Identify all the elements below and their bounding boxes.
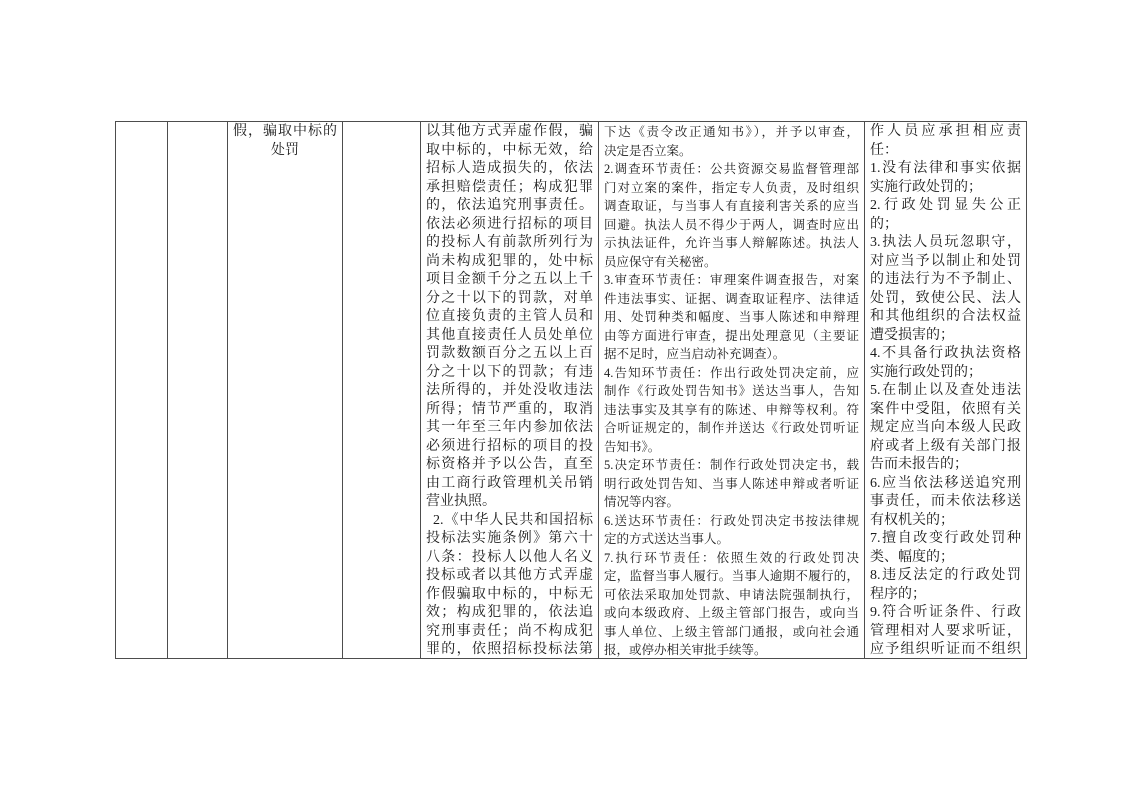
text-line: 任： — [870, 142, 898, 158]
text-line: 究刑事责任；尚不构成犯 — [426, 623, 593, 639]
text-line: 分之十以下的罚款，对单 — [426, 290, 593, 306]
text-line: 标资格并予以公告，直至 — [426, 457, 593, 472]
text-line: 作人员应承担相应责 — [870, 124, 1021, 139]
text-line: 遭受损害的； — [870, 327, 954, 343]
text-line: 制作《行政处罚告知书》送达当事人，告知 — [604, 384, 859, 398]
text-line: 定的方式送达当事人。 — [604, 532, 730, 546]
text-line: 事责任，而未依法移送 — [870, 494, 1021, 509]
text-line: 2.调查环节责任：公共资源交易监督管理部 — [604, 162, 859, 176]
text-line: 法所得的，并处没收违法 — [426, 383, 593, 398]
text-line: 1.没有法律和事实依据 — [870, 161, 1021, 176]
text-line: 类、幅度的； — [870, 549, 954, 565]
text-line: 6.应当依法移送追究刑 — [870, 475, 1021, 491]
text-line: 尚未构成犯罪的，处中标 — [426, 253, 593, 269]
text-line: 2.《中华人民共和国招标 — [426, 512, 593, 528]
text-line: 取中标的，中标无效，给 — [426, 142, 593, 158]
text-line: 违法事实及其享有的陈述、申辩等权利。符 — [604, 402, 859, 417]
text-line: 位直接负责的主管人员和 — [426, 309, 593, 324]
penalty-item-name-cell — [228, 122, 343, 658]
text-line: 4.不具备行政执法资格 — [870, 346, 1021, 361]
text-line: 9.符合听证条件、行政 — [870, 605, 1021, 620]
text-line: 分之十以下的罚款；有违 — [426, 364, 593, 380]
text-line: 或向本级政府、上级主管部门报告，或向当 — [604, 606, 859, 620]
text-line: 必须进行招标的项目的投 — [426, 438, 593, 454]
text-line: 实施行政处罚的； — [870, 364, 982, 380]
text-line: 合听证规定的，制作并送达《行政处罚听证 — [604, 421, 859, 435]
text-line: 用、处罚种类和幅度、当事人陈述和申辩理 — [604, 310, 859, 324]
text-line: 的； — [870, 216, 898, 232]
text-line: 效；构成犯罪的，依法追 — [426, 605, 593, 620]
text-line: 6.送达环节责任：行政处罚决定书按法律规 — [604, 513, 859, 528]
text-line: 3.执法人员玩忽职守， — [870, 235, 1021, 250]
text-line: 依法必须进行招标的项目 — [426, 216, 593, 232]
text-line: 作假骗取中标的，中标无 — [426, 586, 593, 602]
text-line: 7.擅自改变行政处罚种 — [870, 531, 1021, 546]
text-line: 5.决定环节责任：制作行政处罚决定书，载 — [604, 458, 859, 472]
text-line: 定，监督当事人履行。当事人逾期不履行的， — [604, 569, 859, 583]
text-line: 规定应当向本级人民政 — [870, 420, 1021, 435]
table-cell-empty-3 — [343, 122, 421, 658]
text-line: 示执法证件，允许当事人辩解陈述。执法人 — [604, 236, 859, 250]
text-line: 实施行政处罚的； — [870, 179, 982, 195]
text-line: 罪的，依照招标投标法第 — [426, 642, 593, 657]
text-line: 由等方面进行审查，提出处理意见（主要证 — [604, 328, 859, 343]
text-line: 明行政处罚告知、当事人陈述申辩或者听证 — [604, 476, 859, 491]
accountability-cell — [865, 122, 1026, 658]
text-line: 可依法采取加处罚款、申请法院强制执行， — [604, 587, 859, 602]
text-line: 处罚 — [271, 142, 299, 158]
text-line: 3.审查环节责任：审理案件调查报告，对案 — [604, 273, 859, 287]
text-line: 的，依法追究刑事责任。 — [426, 198, 593, 213]
text-line: 所得；情节严重的，取消 — [426, 401, 593, 417]
text-line: 以其他方式弄虚作假，骗 — [426, 124, 593, 139]
text-line: 8.违反法定的行政处罚 — [870, 568, 1021, 583]
text-line: 投标或者以其他方式弄虚 — [426, 568, 593, 583]
text-line: 营业执照。 — [426, 494, 496, 509]
table-cell-empty-1 — [116, 122, 168, 658]
text-line: 决定是否立案。 — [604, 143, 692, 158]
text-line: 的投标人有前款所列行为 — [426, 235, 593, 250]
text-line: 由工商行政管理机关吊销 — [426, 475, 593, 491]
text-line: 有权机关的； — [870, 512, 954, 528]
text-line: 4.告知环节责任：作出行政处罚决定前，应 — [604, 365, 859, 380]
text-line: 告知书》。 — [604, 439, 661, 454]
text-line: 程序的； — [870, 586, 926, 602]
text-line: 据不足时，应当启动补充调查）。 — [604, 347, 786, 361]
text-line: 其一年至三年内参加依法 — [426, 420, 593, 435]
text-line: 5.在制止以及查处违法 — [870, 383, 1021, 398]
text-line: 应予组织听证而不组织 — [870, 642, 1021, 657]
text-line: 报，或停办相关审批手续等。 — [604, 643, 767, 657]
text-line: 员应保守有关秘密。 — [604, 254, 717, 269]
text-line: 的违法行为不予制止、 — [870, 272, 1021, 287]
text-line: 告而未报告的； — [870, 457, 968, 472]
text-line: 承担赔偿责任；构成犯罪 — [426, 179, 593, 195]
text-line: 对应当予以制止和处罚 — [870, 253, 1021, 269]
text-line: 下达《责令改正通知书》），并予以审查， — [604, 125, 859, 139]
text-line: 假，骗取中标的 — [233, 124, 337, 139]
text-line: 罚款数额百分之五以上百 — [426, 346, 593, 361]
text-line: 项目金额千分之五以上千 — [426, 272, 593, 287]
text-line: 处罚，致使公民、法人 — [870, 290, 1021, 306]
legal-basis-cell — [421, 122, 599, 658]
text-line: 其他直接责任人员处单位 — [426, 327, 593, 343]
text-line: 门对立案的案件，指定专人负责，及时组织 — [604, 180, 859, 195]
text-line: 7.执行环节责任：依照生效的行政处罚决 — [604, 550, 859, 565]
text-line: 件违法事实、证据、调查取证程序、法律适 — [604, 291, 859, 306]
text-line: 调查取证，与当事人有直接利害关系的应当 — [604, 199, 859, 213]
text-line: 八条：投标人以他人名义 — [426, 549, 593, 565]
text-line: 招标人造成损失的，依法 — [426, 161, 593, 176]
text-line: 2.行政处罚显失公正 — [870, 198, 1021, 213]
table-cell-empty-2 — [168, 122, 228, 658]
text-line: 投标法实施条例》第六十 — [426, 531, 593, 546]
duty-process-cell — [599, 122, 865, 658]
text-line: 案件中受阻，依照有关 — [870, 401, 1021, 417]
text-line: 和其他组织的合法权益 — [870, 309, 1021, 324]
text-line: 府或者上级有关部门报 — [870, 438, 1021, 454]
text-line: 情况等内容。 — [604, 495, 680, 509]
text-line: 管理相对人要求听证， — [870, 623, 1021, 639]
text-line: 回避。执法人员不得少于两人，调查时应出 — [604, 217, 859, 232]
text-line: 事人单位、上级主管部门通报，或向社会通 — [604, 624, 859, 639]
penalty-table-row — [115, 121, 1027, 659]
